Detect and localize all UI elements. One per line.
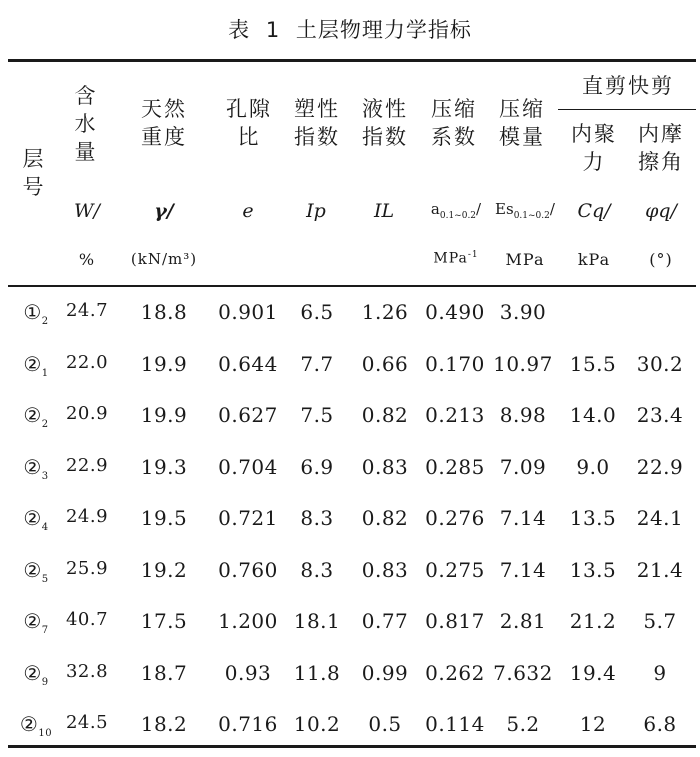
header-comp-coef: 压缩系数 xyxy=(431,97,477,149)
symbol-comp-coef-main: a xyxy=(430,200,440,218)
cell-c: 15.5 xyxy=(569,351,617,376)
cell-ip: 6.5 xyxy=(300,300,334,324)
unit-cohesion: kPa xyxy=(577,250,611,269)
header-layer: 层号 xyxy=(22,147,46,199)
cell-g: 18.2 xyxy=(140,712,188,736)
symbol-plastic: Ip xyxy=(306,200,326,222)
cell-a: 0.276 xyxy=(425,506,485,530)
symbol-friction: φq/ xyxy=(645,200,677,222)
cell-e: 0.627 xyxy=(218,403,278,427)
cell-il: 0.5 xyxy=(368,712,402,736)
cell-w: 22.9 xyxy=(65,454,109,476)
symbol-comp-mod: $Es_{0.1\sim 0.2}/$ xyxy=(495,200,555,221)
layer-symbol: ② xyxy=(23,403,42,427)
unit-density: (kN/m³) xyxy=(130,250,198,268)
cell-a: 0.114 xyxy=(425,712,485,736)
header-shear-group: 直剪快剪 xyxy=(582,74,674,98)
symbol-comp-coef-sub: 0.1~0.2 xyxy=(439,211,477,221)
row-layer-id xyxy=(14,558,58,585)
cell-phi: 24.1 xyxy=(636,506,684,530)
layer-subscript: 1 xyxy=(41,367,49,379)
row-layer-id xyxy=(14,403,58,430)
unit-friction: (°) xyxy=(649,250,673,269)
shear-group-rule xyxy=(558,109,696,110)
cell-c: 21.2 xyxy=(569,609,617,633)
cell-w: 22.0 xyxy=(65,351,109,373)
row-layer-id xyxy=(14,712,58,739)
cell-es: 8.98 xyxy=(499,403,547,427)
layer-subscript: 3 xyxy=(41,470,49,482)
cell-a: 0.817 xyxy=(425,609,485,633)
unit-comp-mod: MPa xyxy=(505,250,545,269)
unit-comp-coef-sup: -1 xyxy=(467,250,479,260)
header-density: 天然重度 xyxy=(141,97,187,149)
cell-c: 9.0 xyxy=(576,454,610,479)
symbol-void: e xyxy=(242,200,254,222)
cell-e: 0.704 xyxy=(218,454,278,479)
layer-symbol: ② xyxy=(23,506,42,530)
cell-a: 0.275 xyxy=(425,557,485,582)
row-layer-id xyxy=(14,506,58,533)
symbol-comp-mod-main: Es xyxy=(495,200,514,218)
row-layer-id xyxy=(14,352,58,379)
cell-a: 0.170 xyxy=(425,351,485,376)
cell-il: 0.83 xyxy=(361,454,409,479)
header-friction: 内摩擦角 xyxy=(638,122,684,174)
cell-ip: 7.5 xyxy=(300,403,334,427)
cell-ip: 7.7 xyxy=(300,351,334,376)
cell-a: 0.285 xyxy=(425,454,485,479)
bottom-rule xyxy=(8,745,696,748)
cell-il: 0.82 xyxy=(361,403,409,427)
row-layer-id xyxy=(14,661,58,688)
header-cohesion: 内聚力 xyxy=(571,122,617,174)
cell-phi: 22.9 xyxy=(636,454,684,479)
symbol-density: γ/ xyxy=(154,200,174,222)
cell-es: 7.09 xyxy=(499,454,547,479)
cell-c: 19.4 xyxy=(569,660,617,685)
top-rule xyxy=(8,59,696,62)
cell-ip: 8.3 xyxy=(300,557,334,582)
cell-c: 13.5 xyxy=(569,506,617,530)
layer-symbol: ① xyxy=(23,300,42,324)
header-void: 孔隙比 xyxy=(226,97,272,149)
cell-w: 24.9 xyxy=(65,506,109,527)
cell-ip: 6.9 xyxy=(300,454,334,479)
cell-w: 20.9 xyxy=(65,403,109,424)
unit-water: % xyxy=(78,250,96,269)
cell-es: 7.14 xyxy=(499,557,547,582)
symbol-water: W/ xyxy=(74,200,100,222)
cell-es: 7.14 xyxy=(499,506,547,530)
layer-symbol: ② xyxy=(23,351,42,376)
header-water: 含水量 xyxy=(74,84,98,164)
layer-symbol: ② xyxy=(19,712,39,736)
cell-es: 3.90 xyxy=(499,300,547,324)
cell-w: 32.8 xyxy=(65,660,109,682)
layer-symbol: ② xyxy=(23,557,42,582)
cell-g: 18.8 xyxy=(140,300,188,324)
cell-es: 5.2 xyxy=(506,712,540,736)
unit-comp-coef-main: MPa xyxy=(433,250,468,267)
cell-il: 0.83 xyxy=(361,557,409,582)
cell-w: 24.7 xyxy=(65,300,109,321)
cell-a: 0.262 xyxy=(425,660,485,685)
cell-e: 1.200 xyxy=(218,609,278,633)
cell-il: 1.26 xyxy=(361,300,409,324)
cell-e: 0.901 xyxy=(218,300,278,324)
row-layer-id xyxy=(14,455,58,482)
cell-g: 19.9 xyxy=(140,351,188,376)
header-comp-mod: 压缩模量 xyxy=(499,97,545,149)
cell-phi: 23.4 xyxy=(636,403,684,427)
cell-a: 0.490 xyxy=(425,300,485,324)
layer-subscript: 7 xyxy=(41,625,49,636)
cell-phi: 9 xyxy=(653,660,667,685)
layer-symbol: ② xyxy=(23,660,42,685)
cell-il: 0.82 xyxy=(361,506,409,530)
layer-subscript: 5 xyxy=(41,573,49,585)
cell-g: 18.7 xyxy=(140,660,188,685)
cell-e: 0.721 xyxy=(218,506,278,530)
symbol-cohesion: Cq/ xyxy=(577,200,611,222)
layer-symbol: ② xyxy=(23,454,42,479)
cell-c: 14.0 xyxy=(569,403,617,427)
cell-c: 12 xyxy=(579,712,607,736)
layer-subscript: 10 xyxy=(38,728,53,739)
cell-g: 19.2 xyxy=(140,557,188,582)
header-plastic: 塑性指数 xyxy=(294,97,340,149)
layer-subscript: 9 xyxy=(41,676,49,688)
cell-il: 0.66 xyxy=(361,351,409,376)
cell-w: 24.5 xyxy=(65,712,109,733)
cell-a: 0.213 xyxy=(425,403,485,427)
cell-e: 0.716 xyxy=(218,712,278,736)
cell-es: 2.81 xyxy=(499,609,547,633)
symbol-comp-mod-sub: 0.1~0.2 xyxy=(513,211,550,221)
cell-c: 13.5 xyxy=(569,557,617,582)
cell-g: 17.5 xyxy=(140,609,188,633)
row-layer-id xyxy=(14,609,58,636)
header-liquid: 液性指数 xyxy=(362,97,408,149)
cell-g: 19.3 xyxy=(140,454,188,479)
cell-il: 0.99 xyxy=(361,660,409,685)
symbol-comp-coef: $a_{0.1\sim 0.2}/$ xyxy=(430,200,482,221)
cell-il: 0.77 xyxy=(361,609,409,633)
cell-es: 10.97 xyxy=(493,351,553,376)
table-title: 表 1 土层物理力学指标 xyxy=(228,18,472,42)
cell-e: 0.760 xyxy=(218,557,278,582)
symbol-liquid: IL xyxy=(373,200,395,222)
cell-ip: 18.1 xyxy=(293,609,341,633)
header-rule xyxy=(8,285,696,287)
cell-phi: 5.7 xyxy=(643,609,677,633)
row-layer-id xyxy=(14,300,58,327)
cell-ip: 11.8 xyxy=(293,660,341,685)
cell-ip: 8.3 xyxy=(300,506,334,530)
layer-symbol: ② xyxy=(23,609,42,633)
layer-subscript: 2 xyxy=(41,316,49,327)
cell-ip: 10.2 xyxy=(293,712,341,736)
cell-phi: 30.2 xyxy=(636,351,684,376)
cell-e: 0.93 xyxy=(224,660,272,685)
cell-g: 19.5 xyxy=(140,506,188,530)
cell-es: 7.632 xyxy=(493,660,553,685)
cell-w: 25.9 xyxy=(65,557,109,579)
cell-phi: 6.8 xyxy=(643,712,677,736)
unit-comp-coef xyxy=(424,250,488,267)
layer-subscript: 2 xyxy=(41,419,49,430)
cell-phi: 21.4 xyxy=(636,557,684,582)
cell-e: 0.644 xyxy=(218,351,278,376)
layer-subscript: 4 xyxy=(41,522,49,533)
cell-w: 40.7 xyxy=(65,609,109,630)
cell-g: 19.9 xyxy=(140,403,188,427)
